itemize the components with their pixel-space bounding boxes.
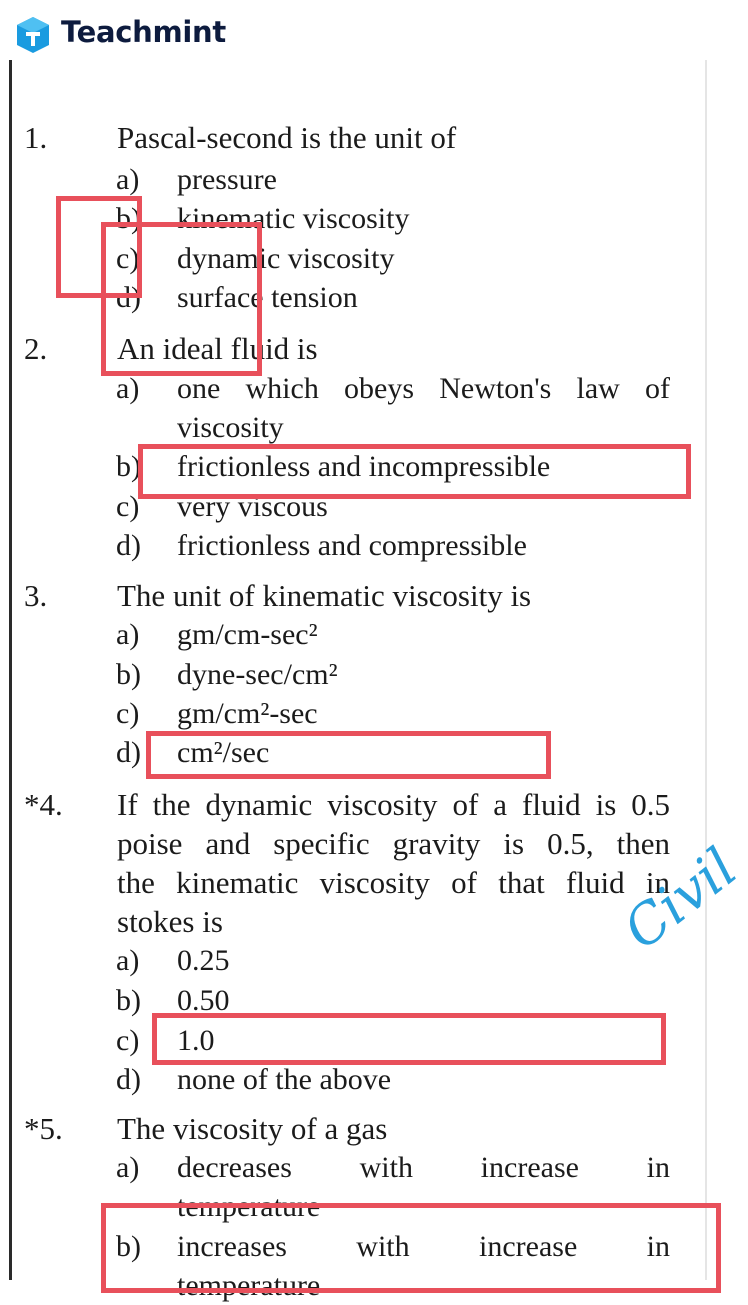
- answer-highlight-box: [101, 1203, 721, 1293]
- question-number: 1.: [24, 120, 48, 155]
- answer-highlight-box: [146, 731, 551, 779]
- option-label: b): [116, 1230, 141, 1263]
- option-text: frictionless and incompressible: [177, 450, 551, 483]
- option-label: c): [116, 1024, 140, 1057]
- option-text: 0.50: [177, 984, 230, 1017]
- answer-highlight-box: [101, 222, 262, 376]
- answer-highlight-box: [152, 1013, 666, 1065]
- option-text: dyne-sec/cm²: [177, 658, 338, 691]
- option-label: b): [116, 202, 141, 235]
- option-text: pressure: [177, 163, 277, 196]
- option-text: 0.25: [177, 944, 230, 977]
- option-text: decreases with increase in: [177, 1151, 670, 1184]
- question-text-continued: stokes is: [117, 904, 223, 939]
- option-label: a): [116, 944, 140, 977]
- option-text: frictionless and compressible: [177, 529, 527, 562]
- option-label: b): [116, 450, 141, 483]
- option-text: kinematic viscosity: [177, 202, 410, 235]
- question-text-continued: poise and specific gravity is 0.5, then: [117, 826, 670, 861]
- brand-name: Teachmint: [61, 15, 226, 49]
- option-text: gm/cm-sec²: [177, 618, 318, 651]
- answer-highlight-box: [138, 444, 691, 499]
- question-text: If the dynamic viscosity of a fluid is 0.5: [117, 787, 670, 822]
- option-label: d): [116, 1063, 141, 1096]
- question-text: The unit of kinematic viscosity is: [117, 578, 532, 613]
- option-label: b): [116, 984, 141, 1017]
- option-text: 1.0: [177, 1024, 215, 1057]
- option-text: dynamic viscosity: [177, 242, 395, 275]
- option-text: increases with increase in: [177, 1230, 670, 1263]
- question-text: An ideal fluid is: [117, 331, 318, 366]
- option-label: a): [116, 372, 140, 405]
- option-label: a): [116, 1151, 140, 1184]
- question-text-continued: the kinematic viscosity of that fluid in: [117, 865, 670, 900]
- option-text: none of the above: [177, 1063, 392, 1096]
- option-label: d): [116, 736, 141, 769]
- option-text-continued: temperature: [177, 1190, 321, 1223]
- option-label: c): [116, 490, 140, 523]
- watermark-text: Civil: [612, 835, 748, 962]
- question-number: 3.: [24, 578, 48, 613]
- option-text-continued: temperature: [177, 1269, 321, 1302]
- option-label: b): [116, 658, 141, 691]
- option-label: a): [116, 618, 140, 651]
- question-number: *4.: [24, 787, 63, 822]
- option-text: surface tension: [177, 281, 358, 314]
- option-label: c): [116, 242, 140, 275]
- question-text: The viscosity of a gas: [117, 1111, 388, 1146]
- question-number: *5.: [24, 1111, 63, 1146]
- option-label: d): [116, 281, 141, 314]
- option-text: cm²/sec: [177, 736, 270, 769]
- question-number: 2.: [24, 331, 48, 366]
- option-label: c): [116, 697, 140, 730]
- question-text: Pascal-second is the unit of: [117, 120, 457, 155]
- option-text-continued: viscosity: [177, 411, 284, 444]
- option-label: a): [116, 163, 140, 196]
- option-text: one which obeys Newton's law of: [177, 372, 670, 405]
- option-label: d): [116, 529, 141, 562]
- option-text: very viscous: [177, 490, 328, 523]
- option-text: gm/cm²-sec: [177, 697, 318, 730]
